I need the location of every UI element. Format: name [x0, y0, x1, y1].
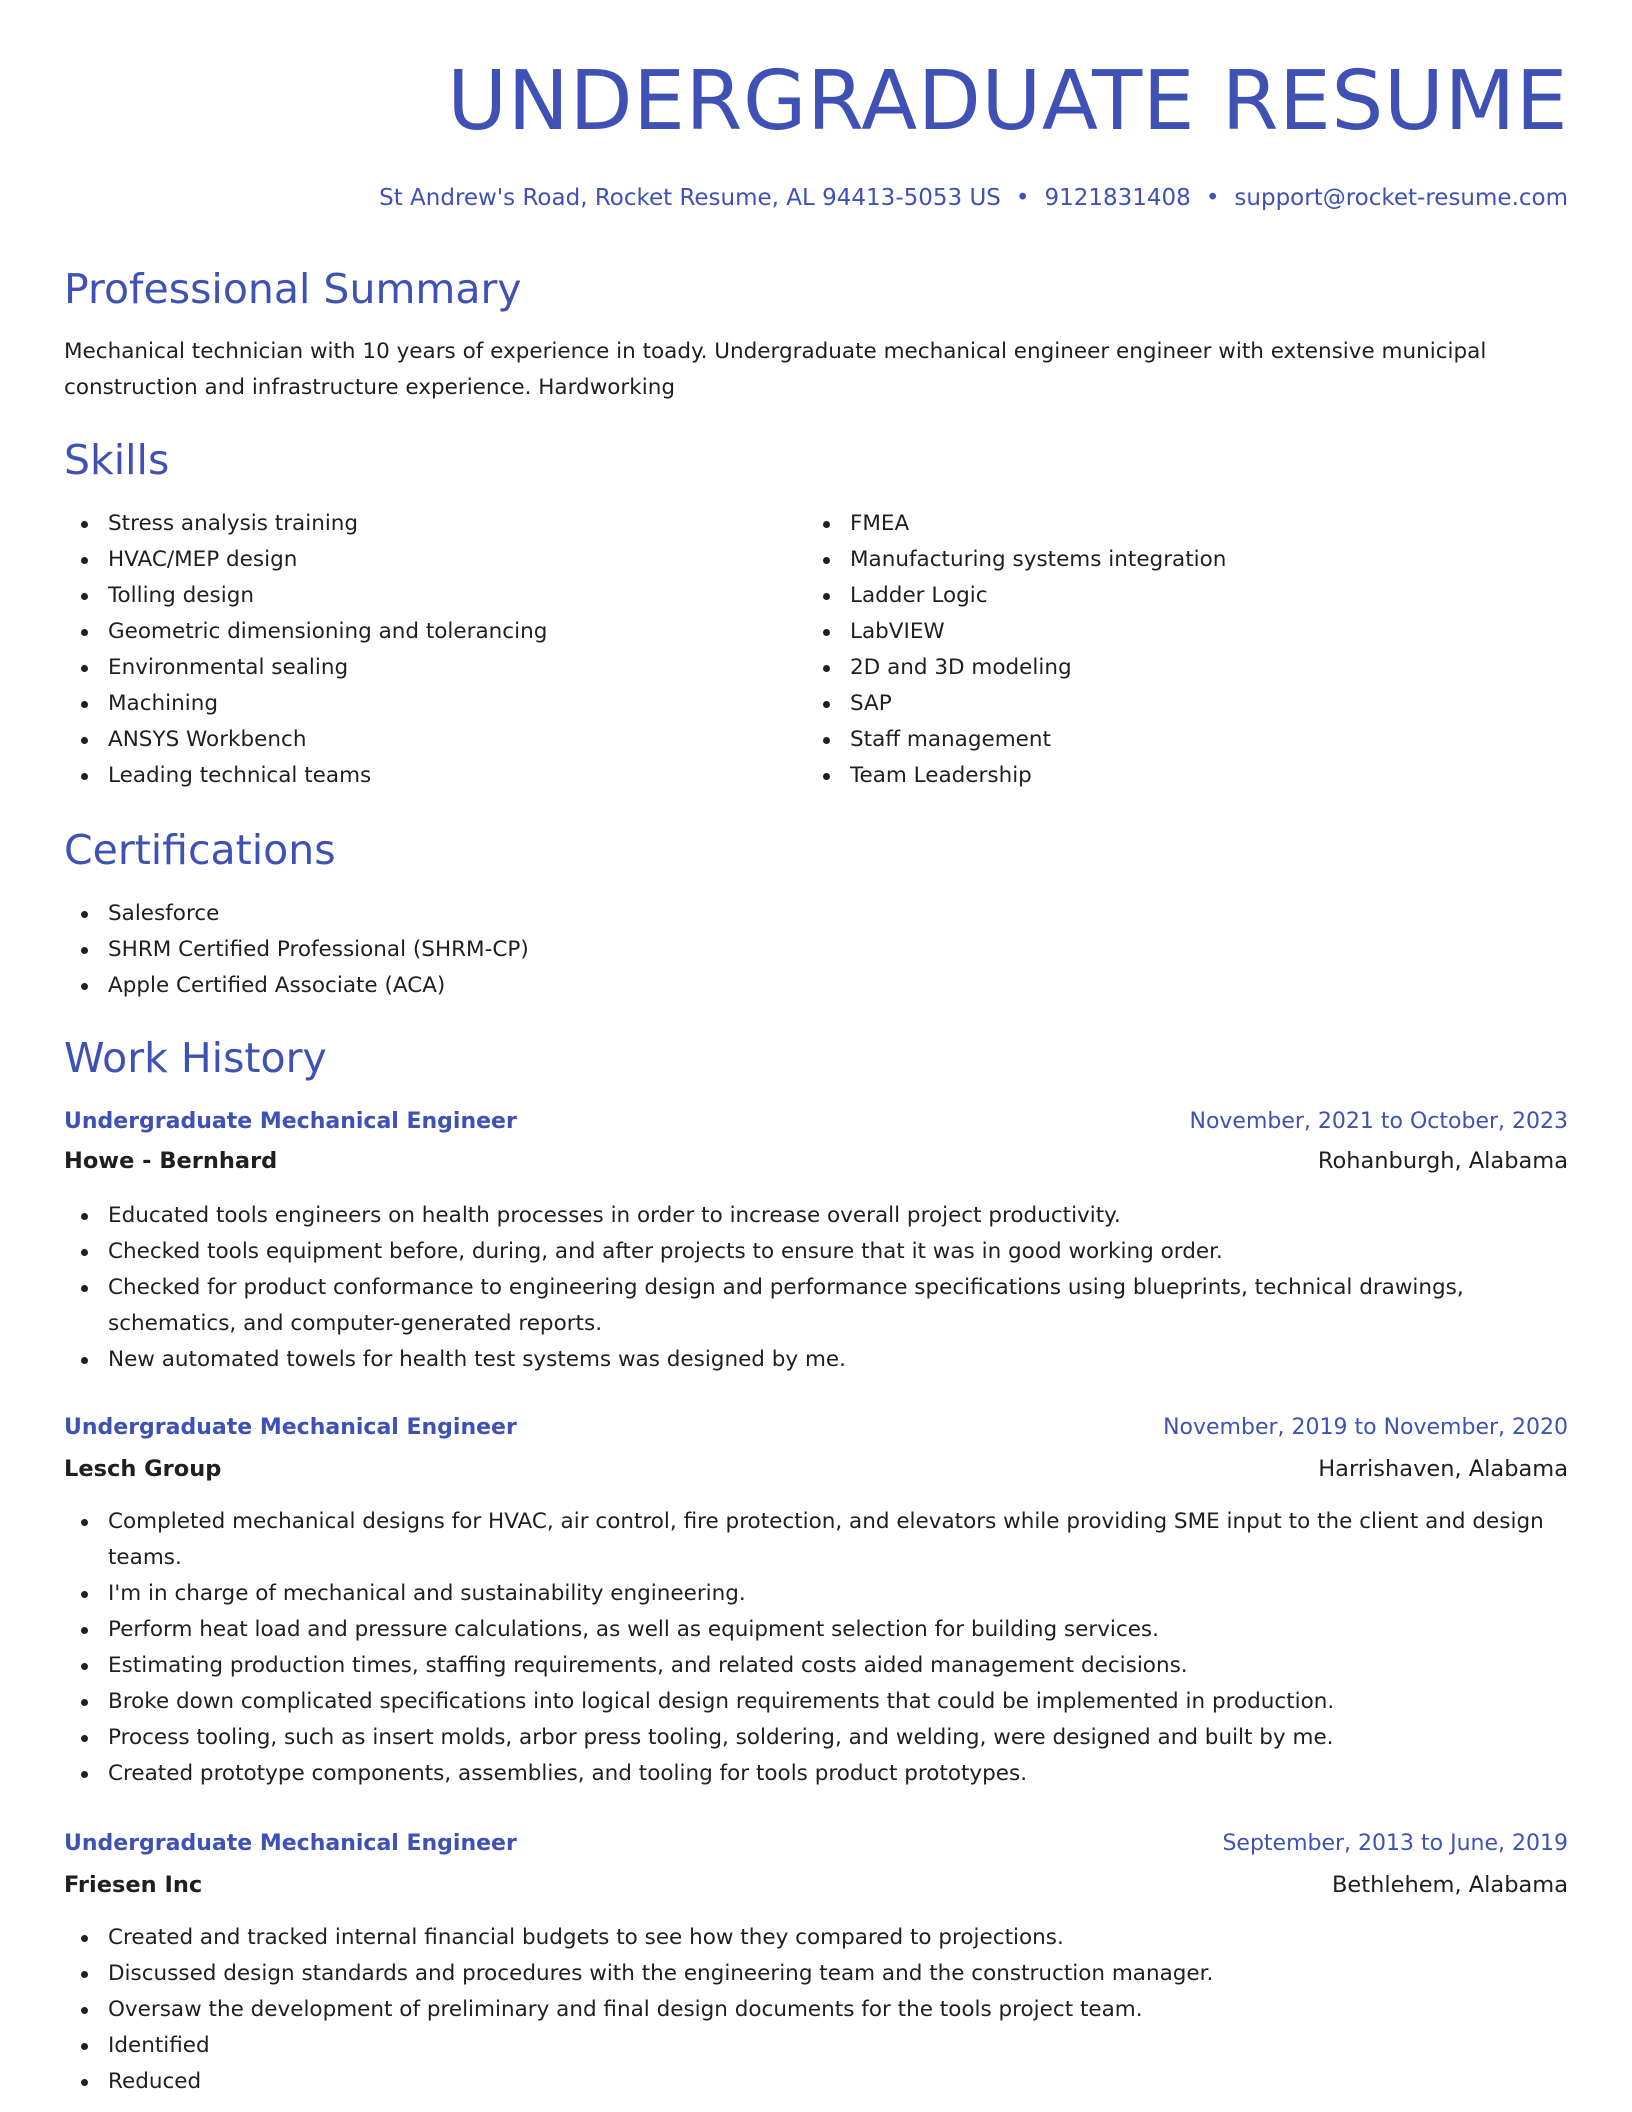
certification-item: SHRM Certified Professional (SHRM-CP): [64, 932, 964, 968]
skill-item: ANSYS Workbench: [64, 722, 764, 758]
skills-list-right: [806, 506, 1506, 794]
summary-text: Mechanical technician with 10 years of experience in toady. Undergraduate mechanical engineer engineer with extensive municipal construction and infrastructure experience. Hardworking: [64, 339, 1487, 400]
section-heading-certifications: Certifications: [64, 826, 336, 874]
job-bullet: Created prototype components, assemblies, and tooling for tools product prototypes.: [64, 1756, 1568, 1792]
job-bullet: Estimating production times, staffing requirements, and related costs aided management decisions.: [64, 1648, 1568, 1684]
job-bullet: Checked for product conformance to engineering design and performance specifications using blueprints, technical drawings, schematics, and computer-generated reports.: [64, 1270, 1568, 1342]
contact-phone: 9121831408: [1044, 185, 1191, 211]
skill-item: FMEA: [806, 506, 1506, 542]
skills-list-left: [64, 506, 764, 794]
skill-item: Stress analysis training: [64, 506, 764, 542]
contact-separator: •: [1015, 185, 1030, 211]
skill-item: 2D and 3D modeling: [806, 650, 1506, 686]
job-bullet: Educated tools engineers on health processes in order to increase overall project productivity.: [64, 1198, 1568, 1234]
job-company: Howe - Bernhard: [64, 1148, 278, 1174]
skill-item: Geometric dimensioning and tolerancing: [64, 614, 764, 650]
job-title: Undergraduate Mechanical Engineer: [64, 1415, 517, 1440]
section-heading-summary: Professional Summary: [64, 265, 522, 313]
job-dates: November, 2019 to November, 2020: [1163, 1415, 1568, 1440]
skill-item: SAP: [806, 686, 1506, 722]
section-heading-work-history: Work History: [64, 1034, 327, 1082]
skill-item: Leading technical teams: [64, 758, 764, 794]
job-bullet: Completed mechanical designs for HVAC, air control, fire protection, and elevators while providing SME input to the client and design teams.: [64, 1504, 1568, 1576]
skill-item: Team Leadership: [806, 758, 1506, 794]
job-bullet: Process tooling, such as insert molds, arbor press tooling, soldering, and welding, were designed and built by me.: [64, 1720, 1568, 1756]
job-title: Undergraduate Mechanical Engineer: [64, 1109, 517, 1134]
contact-address: St Andrew's Road, Rocket Resume, AL 94413-5053 US: [379, 185, 1001, 211]
job-company: Friesen Inc: [64, 1872, 203, 1898]
skill-item: Tolling design: [64, 578, 764, 614]
job-bullet-list: [64, 1504, 1568, 1792]
resume-title: UNDERGRADUATE RESUME: [447, 54, 1568, 149]
skill-item: Staff management: [806, 722, 1506, 758]
skill-item: Environmental sealing: [64, 650, 764, 686]
job-bullet: Identified: [64, 2028, 1568, 2064]
certifications-list: [64, 896, 964, 1004]
job-bullet: Reduced: [64, 2064, 1568, 2100]
job-dates: November, 2021 to October, 2023: [1189, 1109, 1568, 1134]
job-location: Harrishaven, Alabama: [1318, 1456, 1568, 1482]
job-bullet: Oversaw the development of preliminary and final design documents for the tools project team.: [64, 1992, 1568, 2028]
job-bullet: I'm in charge of mechanical and sustainability engineering.: [64, 1576, 1568, 1612]
skill-item: Ladder Logic: [806, 578, 1506, 614]
skill-item: Machining: [64, 686, 764, 722]
job-company: Lesch Group: [64, 1456, 222, 1482]
certification-item: Salesforce: [64, 896, 964, 932]
job-bullet: Created and tracked internal financial budgets to see how they compared to projections.: [64, 1920, 1568, 1956]
job-location: Bethlehem, Alabama: [1332, 1872, 1568, 1898]
section-heading-skills: Skills: [64, 436, 170, 484]
skill-item: HVAC/MEP design: [64, 542, 764, 578]
job-bullet: Checked tools equipment before, during, and after projects to ensure that it was in good working order.: [64, 1234, 1568, 1270]
job-bullet-list: [64, 1920, 1568, 2100]
job-title: Undergraduate Mechanical Engineer: [64, 1831, 517, 1856]
contact-separator: •: [1205, 185, 1220, 211]
skill-item: Manufacturing systems integration: [806, 542, 1506, 578]
job-bullet-list: [64, 1198, 1568, 1378]
job-bullet: New automated towels for health test systems was designed by me.: [64, 1342, 1568, 1378]
job-bullet: Discussed design standards and procedures with the engineering team and the construction manager.: [64, 1956, 1568, 1992]
job-location: Rohanburgh, Alabama: [1317, 1148, 1568, 1174]
skill-item: LabVIEW: [806, 614, 1506, 650]
job-bullet: Perform heat load and pressure calculations, as well as equipment selection for building services.: [64, 1612, 1568, 1648]
contact-line: [379, 180, 1568, 216]
contact-email[interactable]: support@rocket-resume.com: [1234, 185, 1568, 211]
job-bullet: Broke down complicated specifications into logical design requirements that could be implemented in production.: [64, 1684, 1568, 1720]
job-dates: September, 2013 to June, 2019: [1222, 1831, 1568, 1856]
certification-item: Apple Certified Associate (ACA): [64, 968, 964, 1004]
